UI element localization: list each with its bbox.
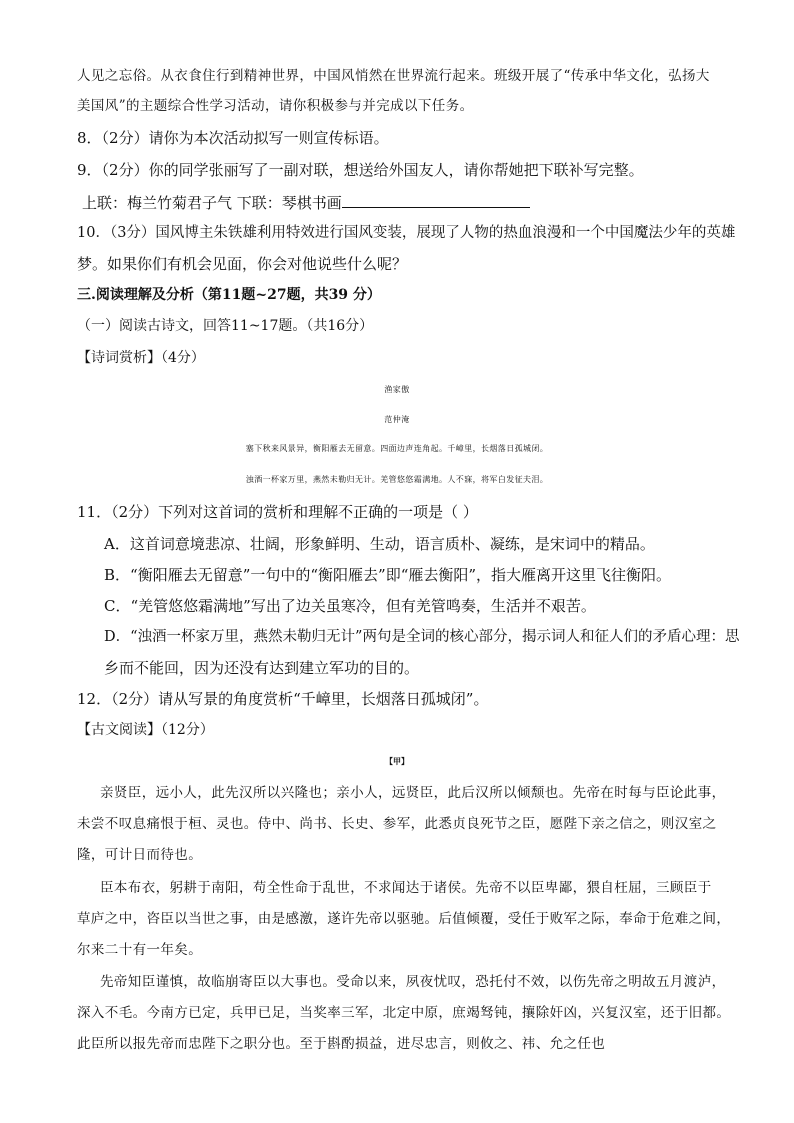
poem-author: 范仲淹: [384, 415, 410, 424]
intro-line-2: 美国风”的主题综合性学习活动，请你积极参与并完成以下任务。: [77, 98, 474, 114]
answer-blank[interactable]: [342, 192, 530, 208]
passage-p2-line-3: 尔来二十有一年矣。: [77, 942, 203, 958]
couplet-line: [82, 192, 530, 213]
subsection-heading: （一）阅读古诗文，回答11~17题。（共16分）: [77, 318, 374, 334]
couplet-text: 上联：梅兰竹菊君子气 下联：琴棋书画: [82, 194, 342, 212]
passage-jia-title: 【甲】: [385, 756, 409, 766]
question-12: 12．（2分）请从写景的角度赏析“千嶂里，长烟落日孤城闭”。: [77, 690, 489, 708]
poem-line-2: 浊酒一杯家万里，燕然未勒归无计。羌管悠悠霜满地。人不寐，将军白发征夫泪。: [245, 475, 549, 484]
passage-p1-line-3: 隆，可计日而待也。: [77, 847, 203, 863]
classical-section-label: 【古文阅读】（12分）: [77, 722, 214, 738]
option-d-line-1: D．“浊酒一杯家万里，燕然未勒归无计”两句是全词的核心部分，揭示词人和征人们的矛盾心理：思: [104, 629, 740, 645]
passage-p3-line-3: 此臣所以报先帝而忠陛下之职分也。至于斟酌损益，进尽忠言，则攸之、祎、允之任也: [77, 1036, 606, 1052]
passage-p2-line-1: 臣本布衣，躬耕于南阳，苟全性命于乱世，不求闻达于诸侯。先帝不以臣卑鄙，猥自枉屈，三顾臣于: [100, 880, 712, 896]
option-a: A．这首词意境悲凉、壮阔，形象鲜明、生动，语言质朴、凝练，是宋词中的精品。: [104, 535, 655, 553]
poem-line-1: 塞下秋来风景异，衡阳雁去无留意。四面边声连角起。千嶂里，长烟落日孤城闭。: [245, 444, 549, 453]
poem-section-label: 【诗词赏析】（4分）: [77, 350, 205, 366]
question-8: 8．（2分）请你为本次活动拟写一则宣传标语。: [77, 129, 389, 147]
passage-p2-line-2: 草庐之中，咨臣以当世之事，由是感激，遂许先帝以驱驰。后值倾覆，受任于败军之际，奉命于危难之间，: [77, 911, 731, 927]
question-10-line-2: 梦。如果你们有机会见面，你会对他说些什么呢？: [77, 255, 408, 273]
question-10-line-1: 10．（3分）国风博主朱铁雄利用特效进行国风变装，展现了人物的热血浪漫和一个中国魔法少年的英雄: [77, 225, 736, 241]
question-11-stem: 11．（2分）下列对这首词的赏析和理解不正确的一项是（ ）: [77, 503, 478, 521]
passage-p3-line-1: 先帝知臣谨慎，故临崩寄臣以大事也。受命以来，夙夜忧叹，恐托付不效，以伤先帝之明故五月渡泸，: [100, 974, 726, 990]
passage-p1-line-1: 亲贤臣，远小人，此先汉所以兴隆也；亲小人，远贤臣，此后汉所以倾颓也。先帝在时每与臣论此事，: [100, 785, 726, 801]
passage-p3-line-2: 深入不毛。今南方已定，兵甲已足，当奖率三军，北定中原，庶竭驽钝，攘除奸凶，兴复汉室，还于旧都。: [77, 1005, 731, 1021]
option-c: C．“羌管悠悠霜满地”写出了边关虽寒冷，但有羌管鸣奏，生活并不艰苦。: [104, 597, 596, 615]
option-d-line-2: 乡而不能回，因为还没有达到建立军功的目的。: [104, 659, 420, 677]
passage-p1-line-2: 未尝不叹息痛恨于桓、灵也。侍中、尚书、长史、参军，此悉贞良死节之臣，愿陛下亲之信之，则汉室之: [77, 816, 717, 832]
intro-line-1: 人见之忘俗。从衣食住行到精神世界，中国风悄然在世界流行起来。班级开展了“传承中华文化，弘扬大: [77, 68, 710, 84]
section-heading: 三.阅读理解及分析（第11题~27题，共39 分）: [77, 287, 381, 303]
option-b: B．“衡阳雁去无留意”一句中的“衡阳雁去”即“雁去衡阳”，指大雁离开这里飞往衡阳。: [104, 566, 672, 584]
question-9: 9．（2分）你的同学张丽写了一副对联，想送给外国友人，请你帮她把下联补写完整。: [77, 161, 644, 179]
poem-title: 渔家傲: [384, 385, 410, 394]
